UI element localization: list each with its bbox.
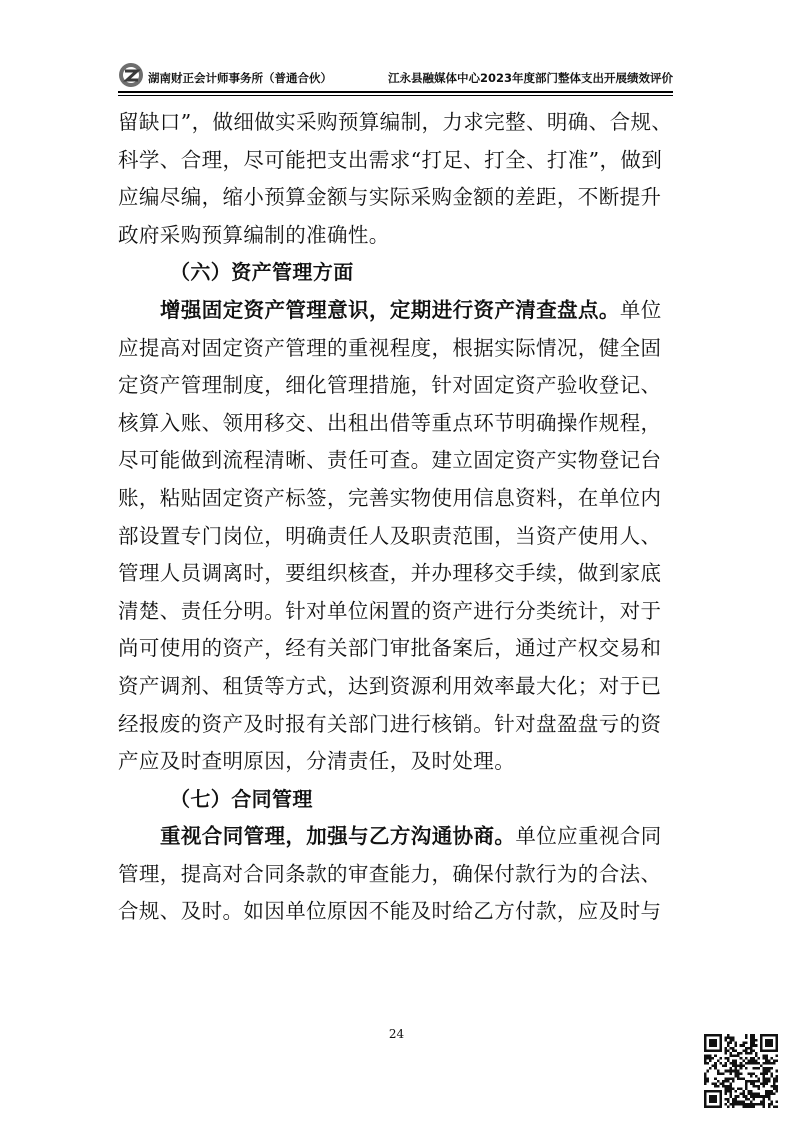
text-line: 留缺口”，做细做实采购预算编制，力求完整、明确、合规、: [118, 110, 673, 134]
text-run: 单位应重视合同: [515, 824, 662, 849]
section-heading-contract-management: （七）合同管理: [170, 786, 313, 811]
text-run: 单位: [619, 297, 662, 322]
header-firm-name: 湖南财正会计师事务所（普通合伙）: [148, 71, 332, 85]
text-line: 核算入账、领用移交、出租出借等重点环节明确操作规程，: [118, 410, 662, 435]
page-header: [118, 60, 673, 92]
lead-sentence: 重视合同管理，加强与乙方沟通协商。: [160, 824, 516, 849]
text-line: 科学、合理，尽可能把支出需求“打足、打全、打准”，做到: [118, 147, 663, 172]
header-report-title: 江永县融媒体中心2023年度部门整体支出开展绩效评价: [387, 71, 673, 85]
text-line: 产应及时查明原因，分清责任，及时处理。: [118, 749, 516, 774]
text-line: 尚可使用的资产，经有关部门审批备案后，通过产权交易和: [118, 636, 662, 661]
text-line: 政府采购预算编制的准确性。: [118, 222, 390, 247]
text-line-lead: [118, 818, 678, 856]
qr-code-icon: [704, 1034, 778, 1108]
page-number: 24: [388, 1027, 405, 1041]
text-line: 应提高对固定资产管理的重视程度，根据实际情况，健全固: [118, 335, 662, 360]
text-line: 资产调剂、租赁等方式，达到资源利用效率最大化；对于已: [118, 673, 662, 698]
text-line: 部设置专门岗位，明确责任人及职责范围，当资产使用人、: [118, 523, 662, 548]
text-line: 应编尽编，缩小预算金额与实际采购金额的差距，不断提升: [118, 185, 662, 210]
lead-sentence: 增强固定资产管理意识，定期进行资产清查盘点。: [160, 297, 620, 322]
text-line: 合规、及时。如因单位原因不能及时给乙方付款，应及时与: [118, 899, 662, 924]
body-text: [118, 104, 678, 931]
header-rule: [118, 91, 673, 93]
text-line: 定资产管理制度，细化管理措施，针对固定资产验收登记、: [118, 373, 662, 398]
firm-logo-icon: [118, 62, 144, 88]
text-line: 经报废的资产及时报有关部门进行核销。针对盘盈盘亏的资: [118, 711, 662, 736]
header-rule-thin: [118, 95, 673, 96]
text-line-lead: [118, 292, 678, 330]
text-line: 账，粘贴固定资产标签，完善实物使用信息资料，在单位内: [118, 485, 662, 510]
section-heading-asset-management: （六）资产管理方面: [170, 260, 354, 285]
text-line: 管理人员调离时，要组织核查，并办理移交手续，做到家底: [118, 561, 662, 586]
text-line: 清楚、责任分明。针对单位闲置的资产进行分类统计，对于: [118, 598, 662, 623]
text-line: 管理，提高对合同条款的审查能力，确保付款行为的合法、: [118, 861, 662, 886]
text-line: 尽可能做到流程清晰、责任可查。建立固定资产实物登记台: [118, 448, 662, 473]
